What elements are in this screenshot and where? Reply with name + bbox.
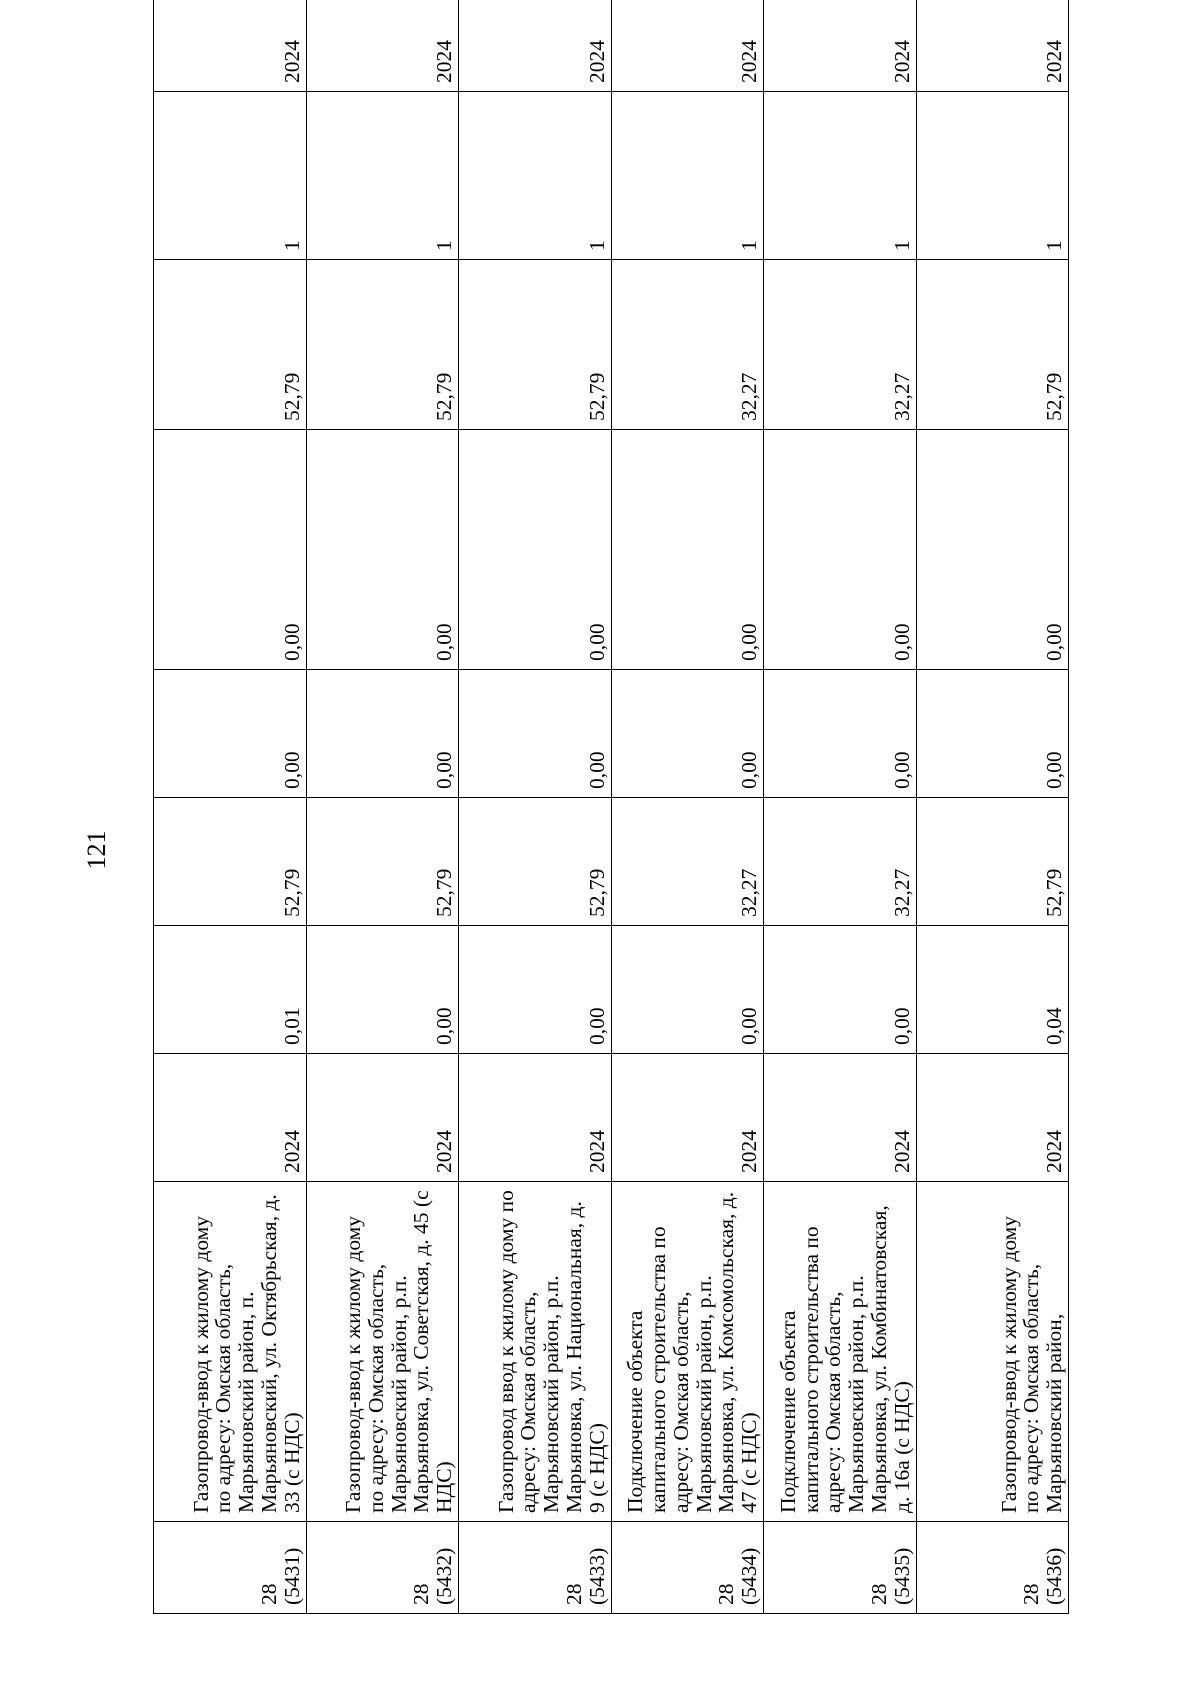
row-number: 28 <box>561 1583 586 1605</box>
row-value-1: 0,00 <box>611 926 764 1054</box>
row-year-2: 2024 <box>916 0 1069 92</box>
row-year-start: 2024 <box>764 1054 917 1182</box>
row-year-2: 2024 <box>154 0 307 92</box>
row-code: (5435) <box>889 1547 914 1605</box>
row-number-cell <box>459 1522 612 1614</box>
table-body <box>154 0 1069 1614</box>
page-number: 121 <box>82 830 111 870</box>
row-number-cell <box>154 1522 307 1614</box>
row-year-2: 2024 <box>306 0 459 92</box>
row-value-4: 0,00 <box>611 430 764 670</box>
row-number: 28 <box>409 1583 434 1605</box>
row-value-4: 0,00 <box>306 430 459 670</box>
row-value-5: 32,27 <box>764 260 917 430</box>
row-value-2: 52,79 <box>916 798 1069 926</box>
row-code: (5436) <box>1042 1547 1067 1605</box>
row-year-start: 2024 <box>611 1054 764 1182</box>
row-value-1: 0,00 <box>764 926 917 1054</box>
row-year-2: 2024 <box>459 0 612 92</box>
row-code: (5432) <box>432 1547 457 1605</box>
row-description: Газопровод-ввод к жилому дому по адресу: Омская область, Марьяновский район, <box>916 1182 1069 1522</box>
row-value-2: 52,79 <box>154 798 307 926</box>
row-number-cell <box>764 1522 917 1614</box>
row-year-start: 2024 <box>459 1054 612 1182</box>
row-value-5: 52,79 <box>459 260 612 430</box>
row-code: (5433) <box>584 1547 609 1605</box>
row-count: 1 <box>916 92 1069 260</box>
row-description: Газопровод ввод к жилому дому по адресу: Омская область, Марьяновский район, р.п. Марьяновка, ул. Национальная, д. 9 (с НДС) <box>459 1182 612 1522</box>
row-value-3: 0,00 <box>916 670 1069 798</box>
row-code: (5434) <box>737 1547 762 1605</box>
table-row <box>764 0 917 1614</box>
table-row <box>154 0 307 1614</box>
row-value-5: 52,79 <box>154 260 307 430</box>
table-row <box>611 0 764 1614</box>
row-value-4: 0,00 <box>154 430 307 670</box>
row-number: 28 <box>714 1583 739 1605</box>
row-description: Подключение объекта капитального строительства по адресу: Омская область, Марьяновский район, р.п. Марьяновка, ул. Комсомольская, д. 47 (с НДС) <box>611 1182 764 1522</box>
table-row <box>916 0 1069 1614</box>
row-year-start: 2024 <box>154 1054 307 1182</box>
table-row <box>306 0 459 1614</box>
row-count: 1 <box>154 92 307 260</box>
row-value-2: 52,79 <box>459 798 612 926</box>
row-number-cell <box>306 1522 459 1614</box>
row-number: 28 <box>256 1583 281 1605</box>
row-year-start: 2024 <box>916 1054 1069 1182</box>
row-value-3: 0,00 <box>611 670 764 798</box>
row-year-2: 2024 <box>611 0 764 92</box>
row-value-3: 0,00 <box>306 670 459 798</box>
row-value-2: 32,27 <box>764 798 917 926</box>
row-value-5: 52,79 <box>916 260 1069 430</box>
row-value-5: 32,27 <box>611 260 764 430</box>
row-count: 1 <box>459 92 612 260</box>
row-number: 28 <box>866 1583 891 1605</box>
row-value-1: 0,00 <box>306 926 459 1054</box>
table-row <box>459 0 612 1614</box>
rotated-table-container <box>153 40 1069 1614</box>
row-value-1: 0,01 <box>154 926 307 1054</box>
table-wrapper <box>153 40 1069 1614</box>
row-value-3: 0,00 <box>459 670 612 798</box>
row-year-2: 2024 <box>764 0 917 92</box>
row-number-cell <box>611 1522 764 1614</box>
investment-table <box>153 0 1069 1614</box>
row-description: Газопровод-ввод к жилому дому по адресу: Омская область, Марьяновский район, р.п. Марьяновка, ул. Советская, д. 45 (с НДС) <box>306 1182 459 1522</box>
row-count: 1 <box>306 92 459 260</box>
row-value-1: 0,00 <box>459 926 612 1054</box>
row-number: 28 <box>1019 1583 1044 1605</box>
row-number-cell <box>916 1522 1069 1614</box>
row-year-start: 2024 <box>306 1054 459 1182</box>
row-count: 1 <box>764 92 917 260</box>
row-value-5: 52,79 <box>306 260 459 430</box>
row-description: Газопровод-ввод к жилому дому по адресу: Омская область, Марьяновский район, п. Марьяновский, ул. Октябрьская, д. 33 (с НДС) <box>154 1182 307 1522</box>
row-value-4: 0,00 <box>916 430 1069 670</box>
row-value-4: 0,00 <box>764 430 917 670</box>
row-count: 1 <box>611 92 764 260</box>
row-value-4: 0,00 <box>459 430 612 670</box>
row-value-2: 52,79 <box>306 798 459 926</box>
row-code: (5431) <box>279 1547 304 1605</box>
row-value-3: 0,00 <box>764 670 917 798</box>
row-description: Подключение объекта капитального строительства по адресу: Омская область, Марьяновский район, р.п. Марьяновка, ул. Комбинатовская, д. 16а (с НДС) <box>764 1182 917 1522</box>
row-value-2: 32,27 <box>611 798 764 926</box>
row-value-1: 0,04 <box>916 926 1069 1054</box>
row-value-3: 0,00 <box>154 670 307 798</box>
